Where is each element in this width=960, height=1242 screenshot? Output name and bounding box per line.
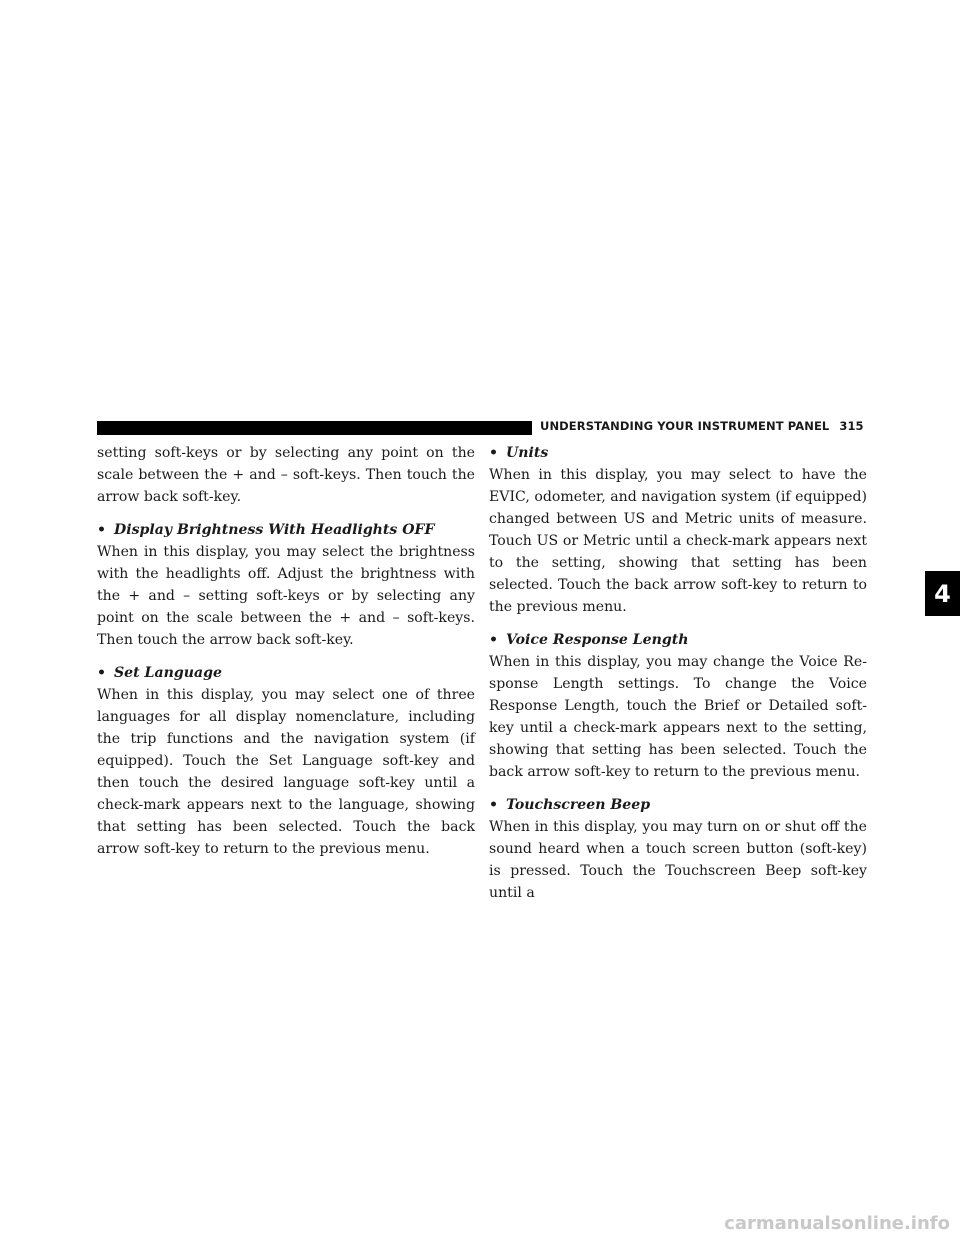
running-header [540, 419, 864, 433]
heading-text: Touchscreen Beep [506, 797, 651, 813]
bullet-icon: • [489, 445, 499, 461]
header-rule [97, 421, 532, 435]
section-body: When in this display, you may change the Voice Re-sponse Length settings. To change the Voice Response Length, touch the Brief or Detailed soft-key until a check-mark appears next to the setting, showing that setting has been selected. Touch the back arrow soft-key to return to the previous menu. [489, 654, 867, 780]
heading-text: Display Brightness With Headlights OFF [114, 522, 435, 538]
section-body: When in this display, you may select one of three languages for all display nomenclature, including the trip functions and the navigation system (if equipped). Touch the Set Language soft-key and then touch the desired language soft-key until a check-mark appears next to the language, showing that setting has been selected. Touch the back arrow soft-key to return to the previous menu. [97, 687, 475, 857]
section-title: UNDERSTANDING YOUR INSTRUMENT PANEL [540, 419, 830, 433]
bullet-icon: • [489, 632, 499, 648]
section-body: When in this display, you may turn on or shut off the sound heard when a touch screen button (soft-key) is pressed. Touch the Touchscreen Beep soft-key until a [489, 819, 867, 901]
page-number: 315 [839, 419, 864, 433]
heading-text: Voice Response Length [506, 632, 689, 648]
watermark: carmanualsonline.info [724, 1213, 950, 1234]
bullet-icon: • [489, 797, 499, 813]
right-column [489, 442, 867, 904]
bullet-icon: • [97, 665, 107, 681]
left-column [97, 442, 475, 860]
continuation-paragraph: setting soft-keys or by selecting any point on the scale between the + and – soft-keys. Then touch the arrow back soft-key. [97, 445, 475, 505]
section-heading [97, 662, 475, 684]
section-heading [489, 629, 867, 651]
bullet-icon: • [97, 522, 107, 538]
chapter-tab: 4 [925, 571, 960, 616]
section-heading [489, 442, 867, 464]
section-heading [489, 794, 867, 816]
section-heading [97, 519, 475, 541]
section-body: When in this display, you may select to have the EVIC, odometer, and navigation system (if equipped) changed between US and Metric units of measure. Touch US or Metric until a check-mark appears next to the setting, showing that setting has been selected. Touch the back arrow soft-key to return to the previous menu. [489, 467, 867, 615]
heading-text: Units [506, 445, 549, 461]
section-body: When in this display, you may select the brightness with the headlights off. Adjust the brightness with the + and – setting soft-keys or by selecting any point on the scale between the + and – soft-keys. Then touch the arrow back soft-key. [97, 544, 475, 648]
heading-text: Set Language [114, 665, 222, 681]
